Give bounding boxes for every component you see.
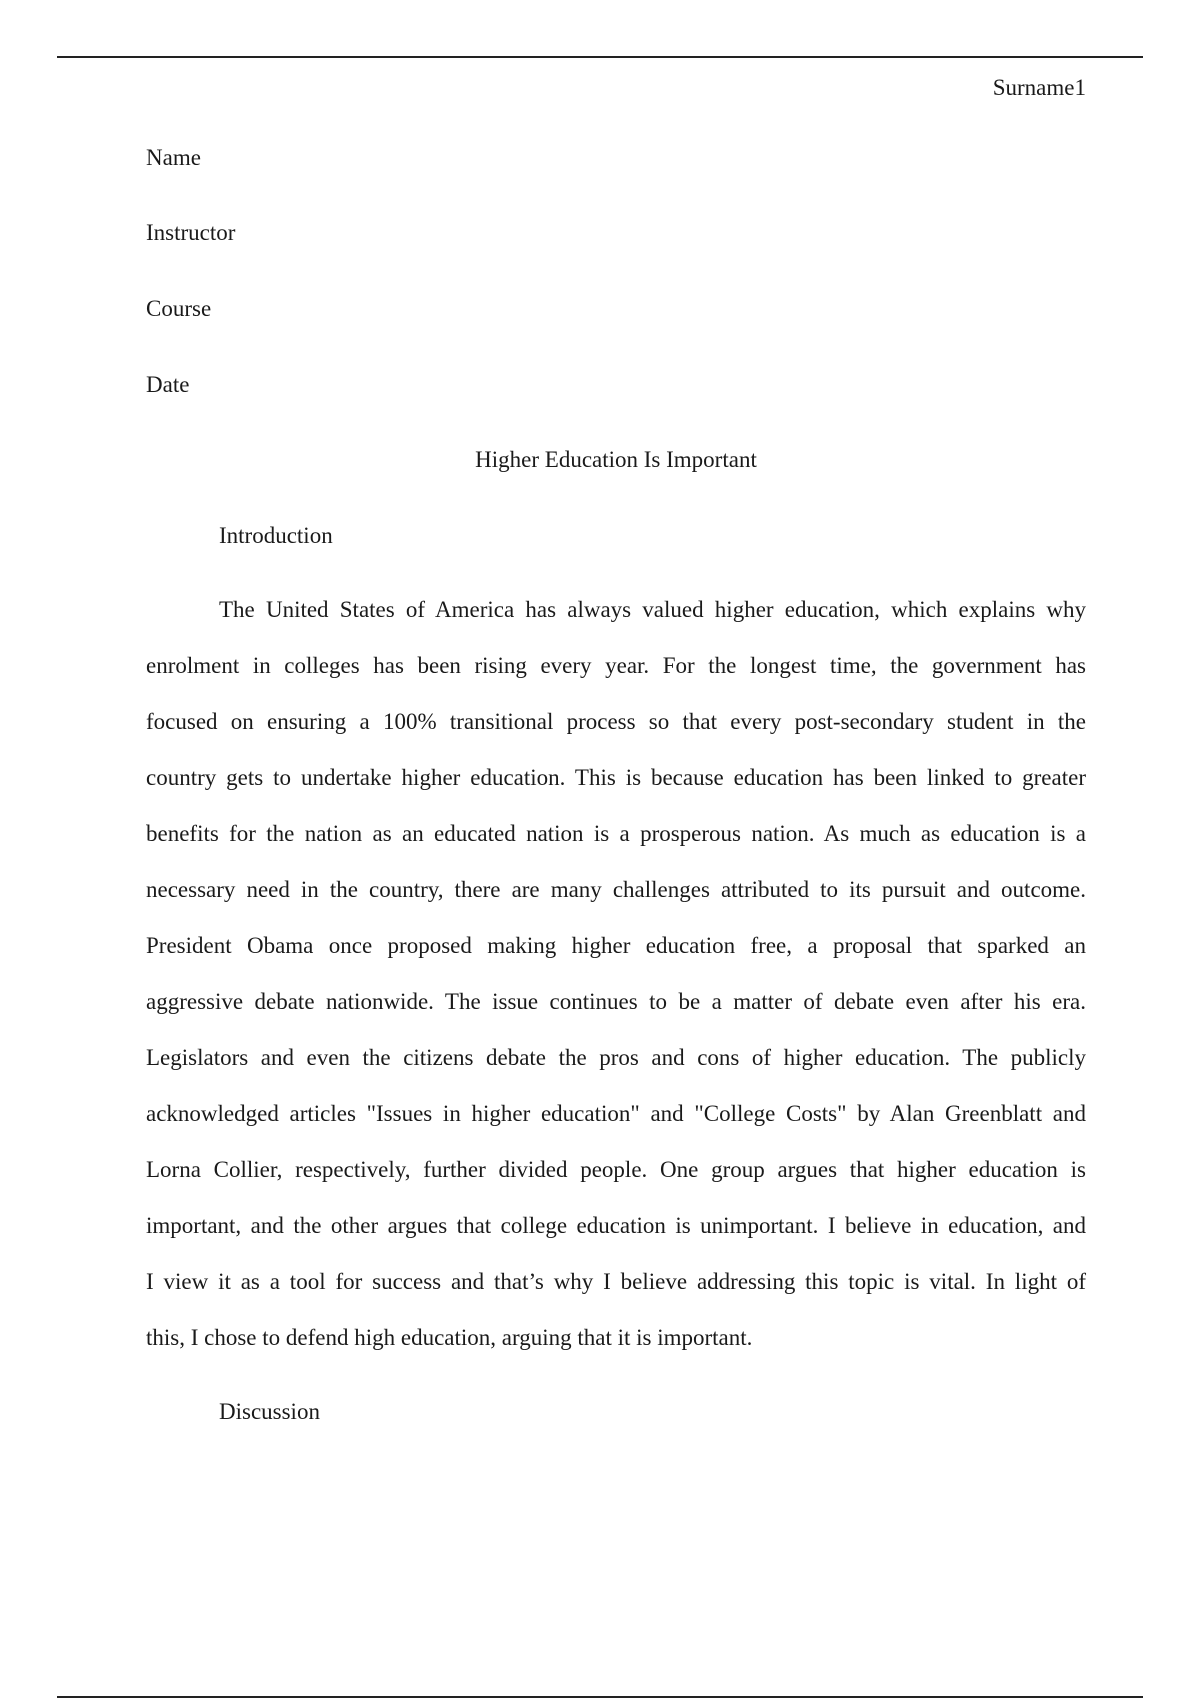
submission-date: Date	[146, 372, 190, 397]
bottom-rule	[57, 1696, 1143, 1698]
course-name: Course	[146, 296, 212, 321]
paragraph-line: Lorna Collier, respectively, further divided people. One group argues that higher education is	[146, 1157, 1086, 1182]
paragraph-line: this, I chose to defend high education, arguing that it is important.	[146, 1325, 753, 1350]
paragraph-line: country gets to undertake higher education. This is because education has been linked to greater	[146, 765, 1086, 790]
document-title: Higher Education Is Important	[475, 447, 757, 472]
running-head: Surname1	[992, 75, 1086, 100]
paragraph-line: aggressive debate nationwide. The issue continues to be a matter of debate even after his era.	[146, 989, 1086, 1014]
paragraph-line: The United States of America has always valued higher education, which explains why	[219, 597, 1086, 622]
top-rule	[57, 56, 1143, 58]
paragraph-line: necessary need in the country, there are many challenges attributed to its pursuit and outcome.	[146, 877, 1086, 902]
paragraph-line: important, and the other argues that college education is unimportant. I believe in education, and	[146, 1213, 1086, 1238]
paragraph-line: acknowledged articles "Issues in higher education" and "College Costs" by Alan Greenblatt and	[146, 1101, 1086, 1126]
discussion-heading: Discussion	[219, 1399, 320, 1424]
student-name: Name	[146, 145, 201, 170]
paragraph-line: focused on ensuring a 100% transitional process so that every post-secondary student in the	[146, 709, 1086, 734]
document-body	[146, 144, 1086, 1426]
introduction-paragraph	[146, 594, 1086, 1378]
paragraph-line: President Obama once proposed making higher education free, a proposal that sparked an	[146, 933, 1086, 958]
paragraph-line: enrolment in colleges has been rising every year. For the longest time, the government has	[146, 653, 1086, 678]
introduction-heading: Introduction	[219, 523, 333, 548]
paragraph-line: benefits for the nation as an educated nation is a prosperous nation. As much as education is a	[146, 821, 1086, 846]
instructor-name: Instructor	[146, 220, 236, 245]
paragraph-line: I view it as a tool for success and that’s why I believe addressing this topic is vital. In light of	[146, 1269, 1086, 1294]
paragraph-line: Legislators and even the citizens debate the pros and cons of higher education. The publicly	[146, 1045, 1086, 1070]
